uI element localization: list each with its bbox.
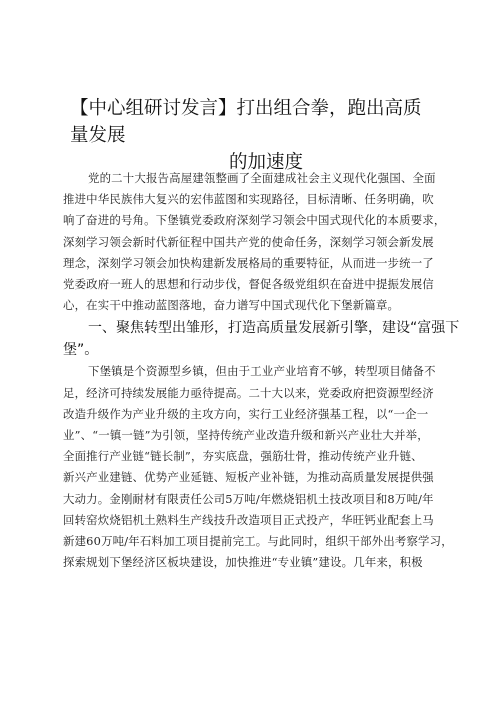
paragraph-line: 新建60万吨/年石料加工项目提前完工。与此同时，组织干部外出考察学习， bbox=[63, 534, 453, 549]
paragraph-line: 大动力。金刚耐材有限责任公司5万吨/年燃烧铝机土技改项目和8万吨/年 bbox=[63, 491, 434, 506]
document-title bbox=[70, 95, 430, 176]
title-line-2: 的加速度 bbox=[228, 152, 303, 173]
paragraph-line: 响了奋进的号角。下堡镇党委政府深刻学习领会中国式现代化的本质要求， bbox=[63, 213, 446, 228]
intro-paragraph bbox=[63, 168, 446, 316]
paragraph-line: 业”、“一镇一链”为引领，坚持传统产业改造升级和新兴产业壮大并举， bbox=[63, 428, 429, 443]
paragraph-line: 足，经济可持续发展能力亟待提高。二十大以来，党委政府把资源型经济 bbox=[63, 385, 434, 400]
paragraph-line: 回转窑炊烧铝机土熟料生产线技升改造项目正式投产，华旺钙业配套上马 bbox=[63, 512, 434, 527]
paragraph-line: 下堡镇是个资源型乡镇，但由于工业产业培育不够，转型项目储备不 bbox=[88, 364, 436, 379]
title-line-1: 【中心组研讨发言】打出组合拳，跑出高质量发展 bbox=[70, 98, 422, 146]
paragraph-line: 党委政府一班人的思想和行动步伐，督促各级党组织在奋进中提振发展信 bbox=[63, 277, 434, 292]
paragraph-line: 理念，深刻学习领会加快构建新发展格局的重要特征，从而进一步统一了 bbox=[63, 255, 434, 270]
document-body bbox=[63, 168, 460, 573]
section-paragraph bbox=[63, 361, 453, 573]
paragraph-line: 全面推行产业链“链长制”，夯实底盘，强筋壮骨，推动传统产业升链、 bbox=[63, 449, 423, 464]
paragraph-line: 心，在实干中推动蓝图落地，奋力谱写中国式现代化下堡新篇章。 bbox=[63, 298, 400, 313]
section-heading-line-1: 一、聚焦转型出雏形，打造高质量发展新引擎，建设“富强下 bbox=[88, 320, 460, 337]
paragraph-line: 探索规划下堡经济区板块建设，加快推进“专业镇”建设。几年来，积极 bbox=[63, 555, 423, 570]
section-heading-line-2: 堡”。 bbox=[63, 342, 99, 359]
paragraph-line: 新兴产业建链、优势产业延链、短板产业补链，为推动高质量发展提供强 bbox=[63, 470, 434, 485]
paragraph-line: 改造升级作为产业升级的主攻方向，实行工业经济强基工程，以“一企一 bbox=[63, 406, 429, 421]
section-heading bbox=[63, 317, 460, 361]
paragraph-line: 深刻学习领会新时代新征程中国共产党的使命任务，深刻学习领会新发展 bbox=[63, 234, 434, 249]
paragraph-line: 推进中华民族伟大复兴的宏伟蓝图和实现路径，目标清晰、任务明确，吹 bbox=[63, 192, 434, 207]
paragraph-line: 党的二十大报告高屋建瓴整画了全面建成社会主义现代化强国、全面 bbox=[88, 171, 436, 185]
